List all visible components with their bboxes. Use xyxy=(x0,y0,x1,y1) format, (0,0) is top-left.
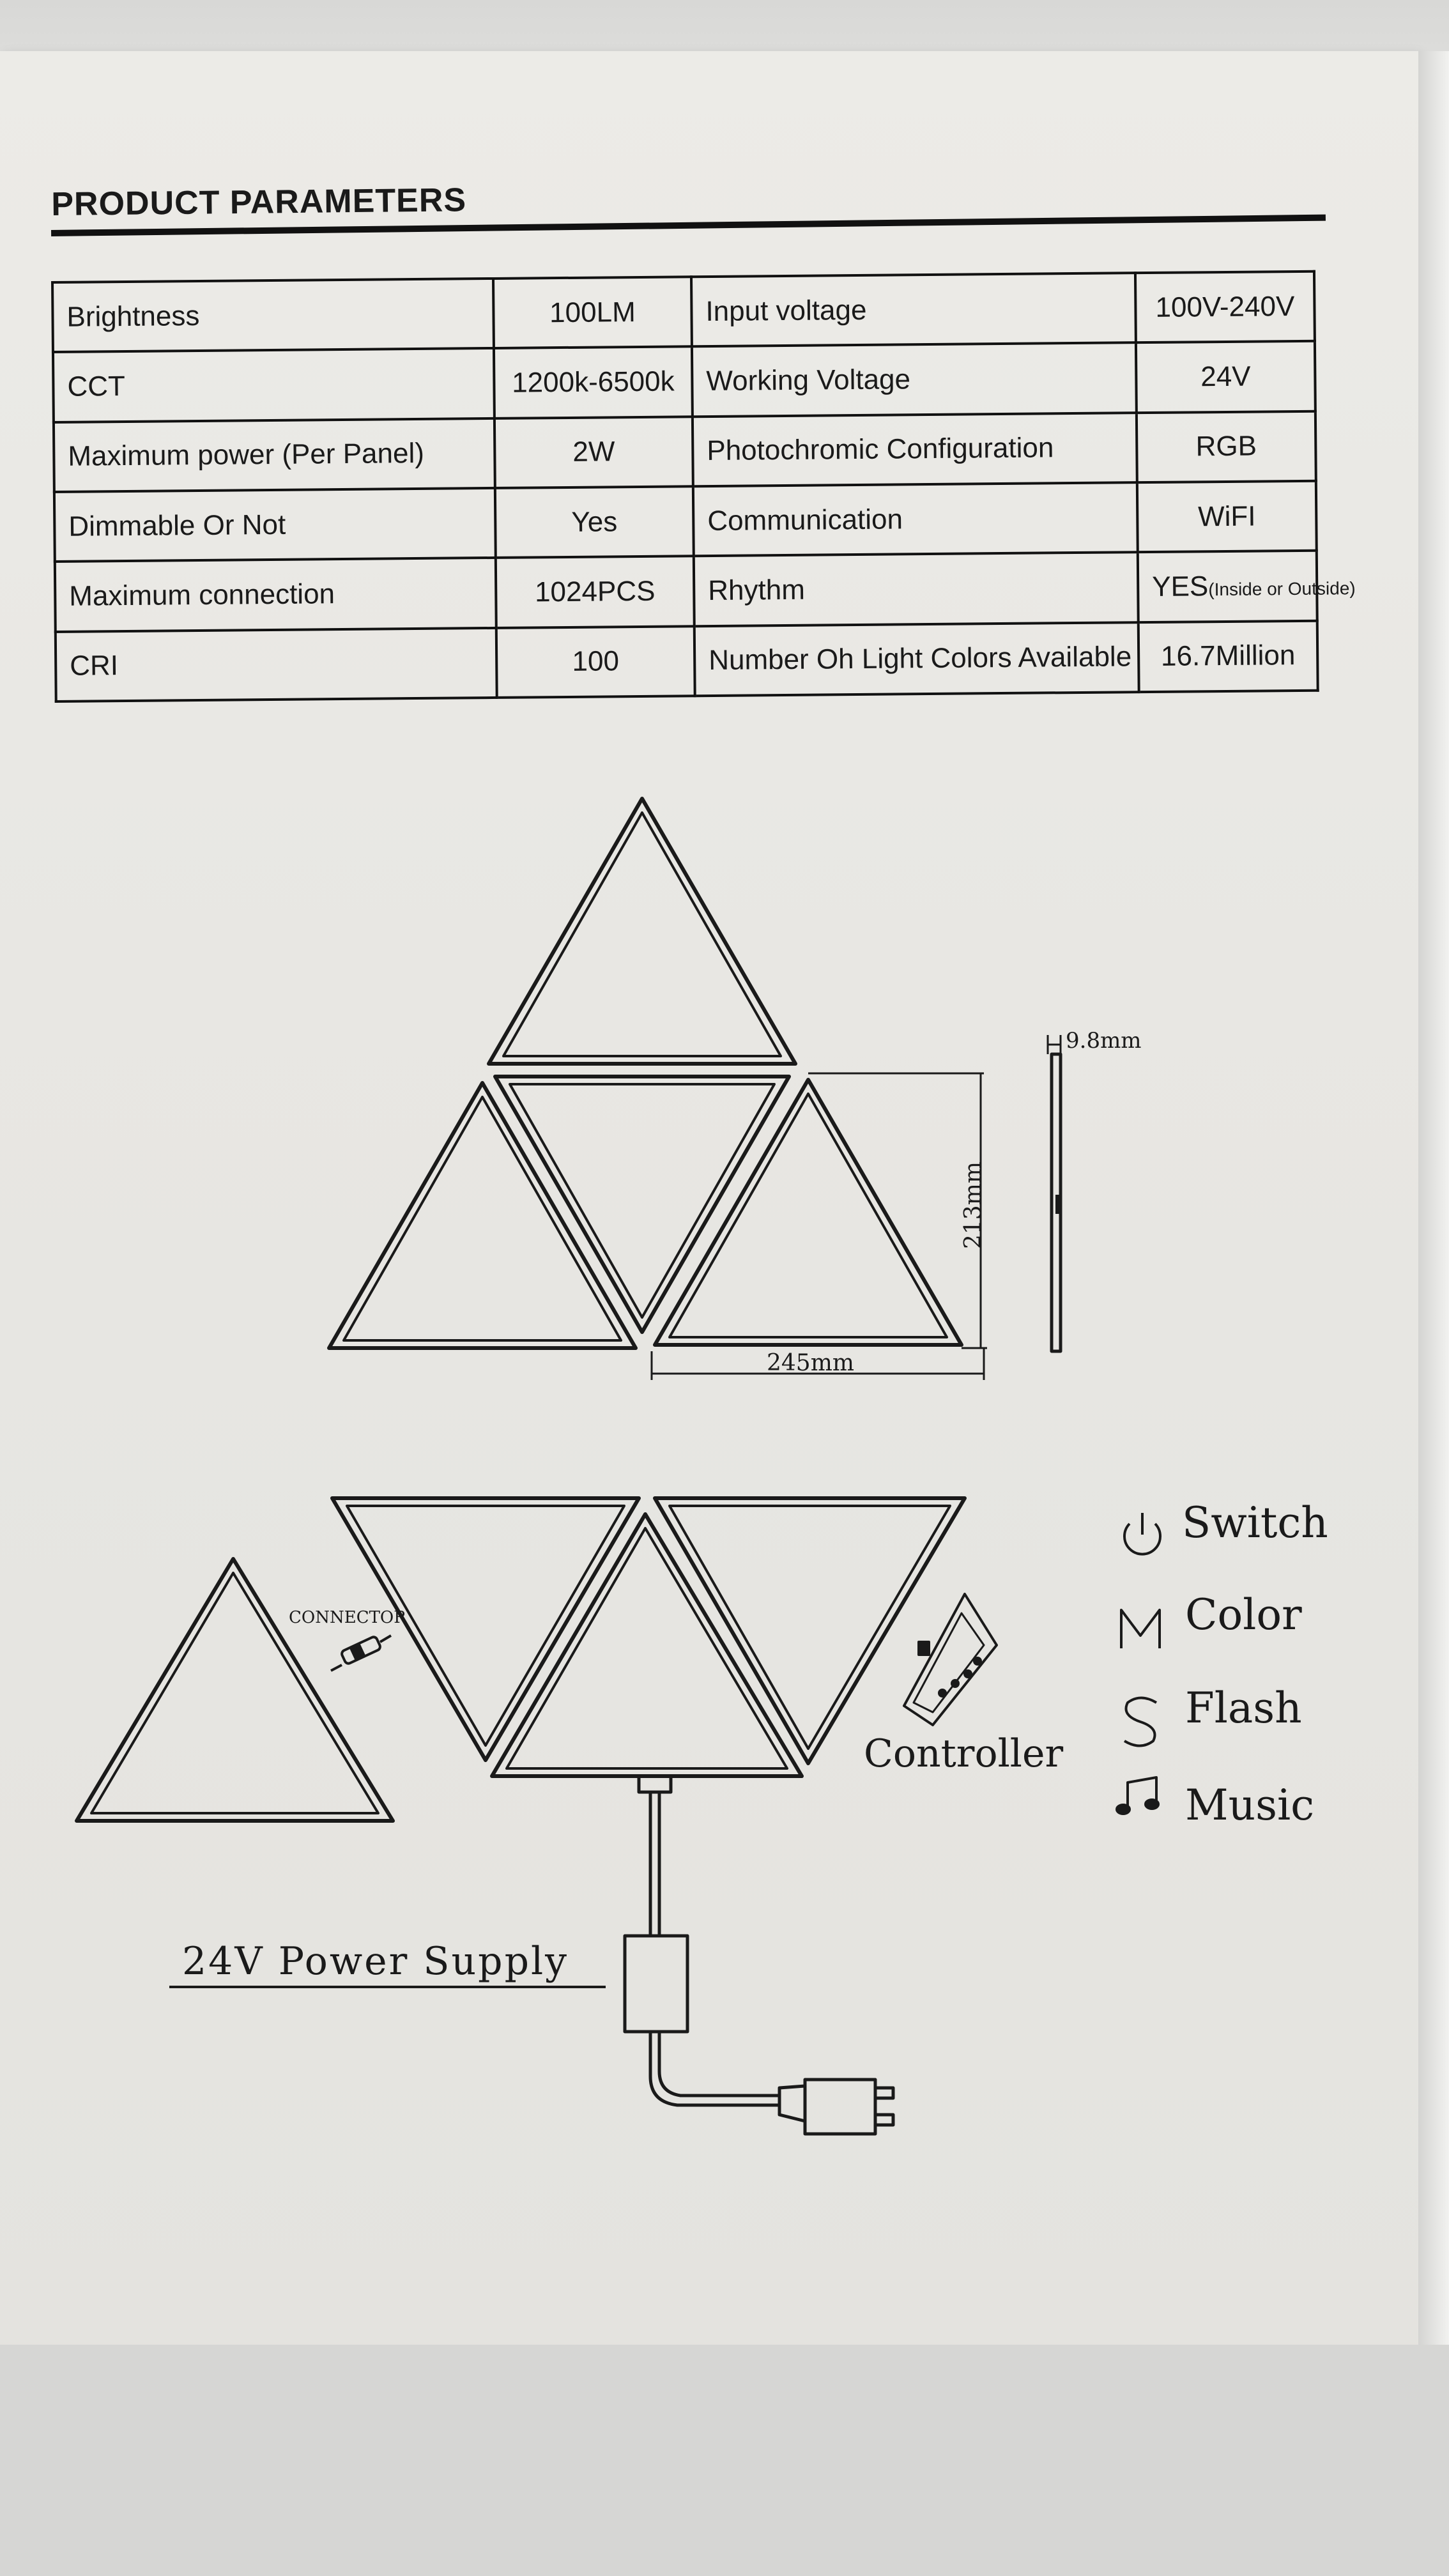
param-value: 1024PCS xyxy=(496,556,694,628)
m-icon xyxy=(1121,1610,1160,1648)
table-row xyxy=(55,551,1317,632)
controller xyxy=(904,1594,997,1725)
power-icon xyxy=(1124,1513,1160,1554)
param-value: RGB xyxy=(1137,411,1316,482)
triangle-panel xyxy=(489,799,795,1064)
music-note-icon xyxy=(1117,1777,1158,1814)
connector-label: CONNECTOR xyxy=(289,1608,406,1627)
param-value: 2W xyxy=(494,417,693,488)
assembly-drawing xyxy=(77,1498,997,2134)
param-value: 100LM xyxy=(493,277,692,348)
control-label-music: Music xyxy=(1185,1781,1315,1830)
parameters-table xyxy=(51,270,1356,703)
table-row xyxy=(54,411,1316,492)
triangle-panel xyxy=(492,1514,802,1776)
param-value: 100V-240V xyxy=(1135,272,1315,343)
height-label: 213mm xyxy=(960,1162,986,1249)
param-value: Yes xyxy=(495,486,694,558)
s-icon xyxy=(1124,1698,1156,1746)
param-label: Working Voltage xyxy=(692,343,1137,417)
connector xyxy=(331,1636,391,1671)
table-row xyxy=(52,272,1315,353)
width-label: 245mm xyxy=(767,1350,854,1376)
triangle-panel xyxy=(77,1559,393,1821)
param-value: 100 xyxy=(496,626,695,698)
power-supply-label: 24V Power Supply xyxy=(182,1939,569,1984)
triangle-panel xyxy=(332,1498,639,1760)
control-icons xyxy=(1117,1513,1160,1814)
param-label: CRI xyxy=(56,628,497,702)
panel-side-profile xyxy=(1052,1054,1061,1351)
param-label: Number Oh Light Colors Available xyxy=(694,622,1139,696)
param-label: Input voltage xyxy=(691,273,1136,346)
rhythm-value: YES xyxy=(1152,571,1209,602)
background-bottom xyxy=(0,2345,1449,2576)
param-label: Brightness xyxy=(52,279,494,352)
param-label: CCT xyxy=(53,348,494,422)
control-label-switch: Switch xyxy=(1182,1498,1328,1547)
param-value: 1200k-6500k xyxy=(494,347,693,418)
param-value: WiFI xyxy=(1137,481,1317,553)
power-supply xyxy=(625,1776,893,2134)
param-label: Communication xyxy=(693,482,1138,556)
thickness-label: 9.8mm xyxy=(1066,1028,1142,1054)
param-label: Photochromic Configuration xyxy=(693,413,1137,486)
control-label-color: Color xyxy=(1185,1590,1302,1639)
param-value: 24V xyxy=(1136,341,1315,413)
param-value-rhythm xyxy=(1138,551,1356,622)
param-label: Dimmable Or Not xyxy=(54,488,496,562)
table-row xyxy=(54,481,1317,562)
param-label: Maximum connection xyxy=(55,558,496,631)
control-label-flash: Flash xyxy=(1185,1683,1302,1733)
table-row xyxy=(53,341,1315,422)
table-row xyxy=(56,620,1318,702)
param-value: 16.7Million xyxy=(1138,620,1318,692)
section-title: PRODUCT PARAMETERS xyxy=(51,181,467,223)
param-label: Maximum power (Per Panel) xyxy=(54,418,495,492)
rhythm-note: (Inside or Outside) xyxy=(1208,578,1356,600)
controller-label: Controller xyxy=(864,1731,1064,1776)
param-label: Rhythm xyxy=(694,552,1138,625)
triangle-panel xyxy=(329,1083,636,1348)
product-diagram xyxy=(0,735,1449,2332)
triangle-panel xyxy=(655,1498,965,1763)
